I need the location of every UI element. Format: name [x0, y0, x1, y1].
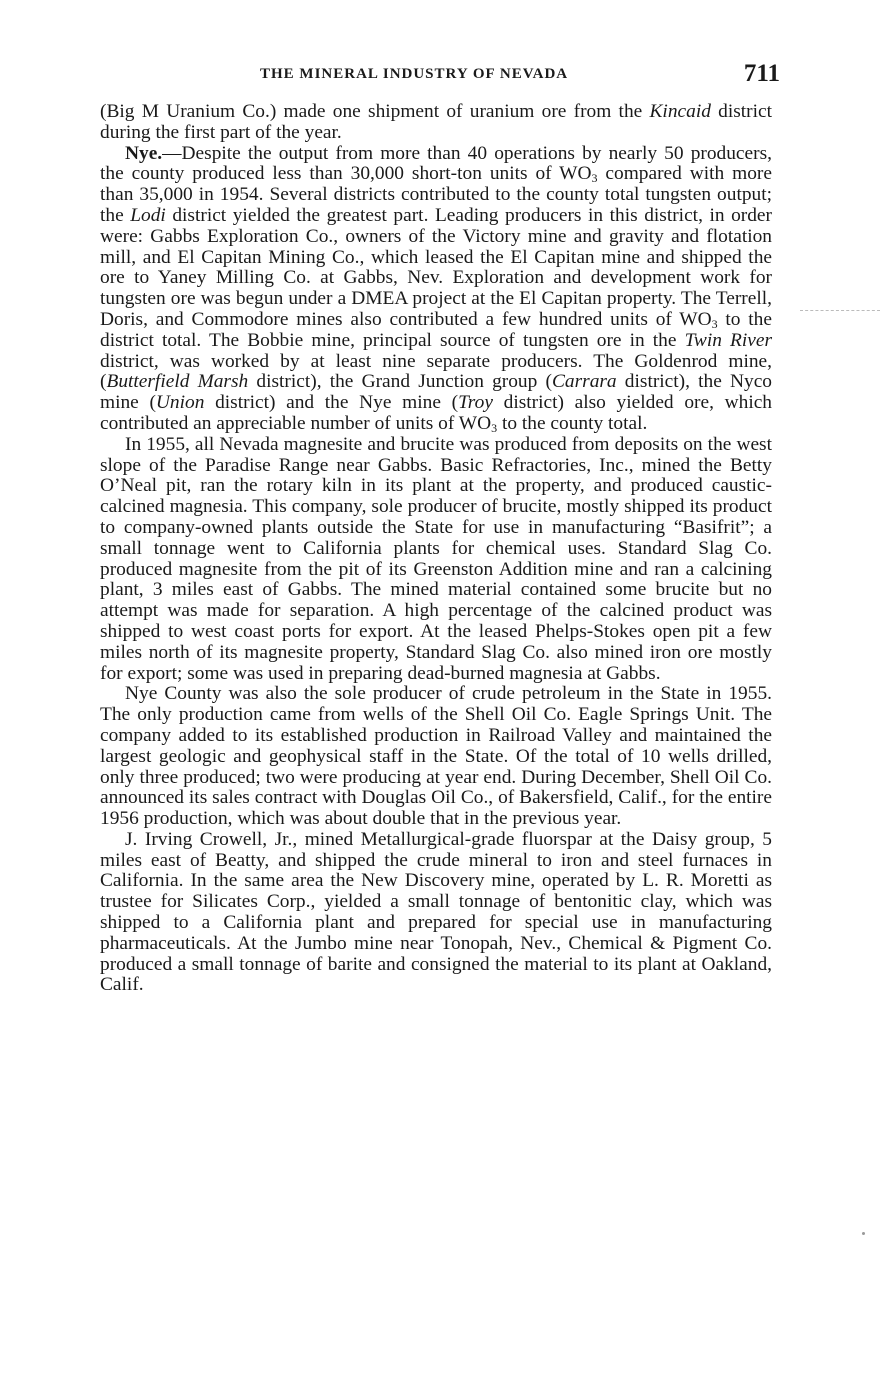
section-lead: Nye. — [125, 142, 163, 164]
margin-dot — [862, 1232, 865, 1235]
district-name: Carrara — [551, 371, 617, 393]
subscript: 3 — [491, 420, 498, 435]
district-name: Lodi — [130, 204, 166, 226]
paragraph-nye: Nye.—Despite the output from more than 40 operations by nearly 50 producers, the county produced less than 30,000 short-ton units of $WO_3$ compared with more than 35,000 in 1954. Several districts contributed to the county total tungsten output; the Lodi district yielded the greatest part. Leading producers in this district, in order were: Gabbs Exploration Co., owners of the Victory mine and gravity and flotation mill, and El Capitan Mining Co., which leased the El Capitan mine and shipped the ore to Yaney Milling Co. at Gabbs, Nev. Exploration and development work for tungsten ore was begun under a DMEA project at the El Capitan property. The Terrell, Doris, and Commodore mines also contributed a few hundred units of $WO_3$ to the district total. The Bobbie mine, principal source of tungsten ore in the Twin River district, was worked by at least nine separate producers. The Goldenrod mine, (Butterfield Marsh district), the Grand Junction group (Carrara district), the Nyco mine (Union district) and the Nye mine (Troy district) also yielded ore, which contributed an appreciable number of units of $WO_3$ to the county total. — [100, 142, 773, 435]
district-name: Troy — [458, 392, 493, 414]
district-name: Union — [155, 392, 205, 414]
page-number: 711 — [743, 60, 780, 87]
paragraph-petroleum: Nye County was also the sole producer of crude petroleum in the State in 1955. The only production came from wells of the Shell Oil Co. Eagle Springs Unit. The company added to its established production in Railroad Valley and maintained the largest geologic and geophysical staff in the State. Of the total of 10 wells drilled, only three produced; two were producing at year end. During December, Shell Oil Co. announced its sales contract with Douglas Oil Co., of Bakersfield, Calif., for the entire 1956 production, which was about double that in the previous year. — [100, 683, 772, 830]
margin-mark — [800, 310, 880, 311]
running-head: THE MINERAL INDUSTRY OF NEVADA — [260, 66, 569, 82]
body-text — [100, 102, 772, 996]
page-header — [100, 60, 780, 92]
district-name: Kincaid — [649, 101, 711, 122]
subscript: 3 — [591, 171, 598, 186]
subscript: 3 — [711, 316, 718, 331]
district-name: Twin River — [684, 329, 773, 351]
paragraph-continuation: (Big M Uranium Co.) made one shipment of uranium ore from the Kincaid district during the first part of the year. — [100, 101, 773, 143]
paragraph-magnesite: In 1955, all Nevada magnesite and brucite was produced from deposits on the west slope of the Paradise Range near Gabbs. Basic Refractories, Inc., mined the Betty O’Neal pit, ran the rotary kiln in its plant at the property, and produced caustic-calcined magnesia. This company, sole producer of brucite, mostly shipped its product to company-owned plants outside the State for use in manufacturing “Basifrit”; a small tonnage went to California plants for chemical uses. Standard Slag Co. produced magnesite from the pit of its Greenston Addition mine and ran a calcining plant, 3 miles east of Gabbs. The mined material contained some brucite but no attempt was made for separation. A high percentage of the calcined product was shipped to west coast ports for export. At the leased Phelps-Stokes open pit a few miles north of its magnesite property, Standard Slag Co. also mined iron ore mostly for export; some was used in preparing dead-burned magnesia at Gabbs. — [100, 433, 772, 684]
paragraph-fluorspar: J. Irving Crowell, Jr., mined Metallurgical-grade fluorspar at the Daisy group, 5 miles east of Beatty, and shipped the crude mineral to iron and steel furnaces in California. In the same area the New Discovery mine, operated by L. R. Moretti as trustee for Silicates Corp., yielded a small tonnage of bentonitic clay, which was shipped to a California plant and prepared for special use in manufacturing pharmaceuticals. At the Jumbo mine near Tonopah, Nev., Chemical & Pigment Co. produced a small tonnage of barite and consigned the material to its plant at Oakland, Calif. — [100, 828, 772, 996]
district-name: Butterfield Marsh — [106, 371, 249, 393]
